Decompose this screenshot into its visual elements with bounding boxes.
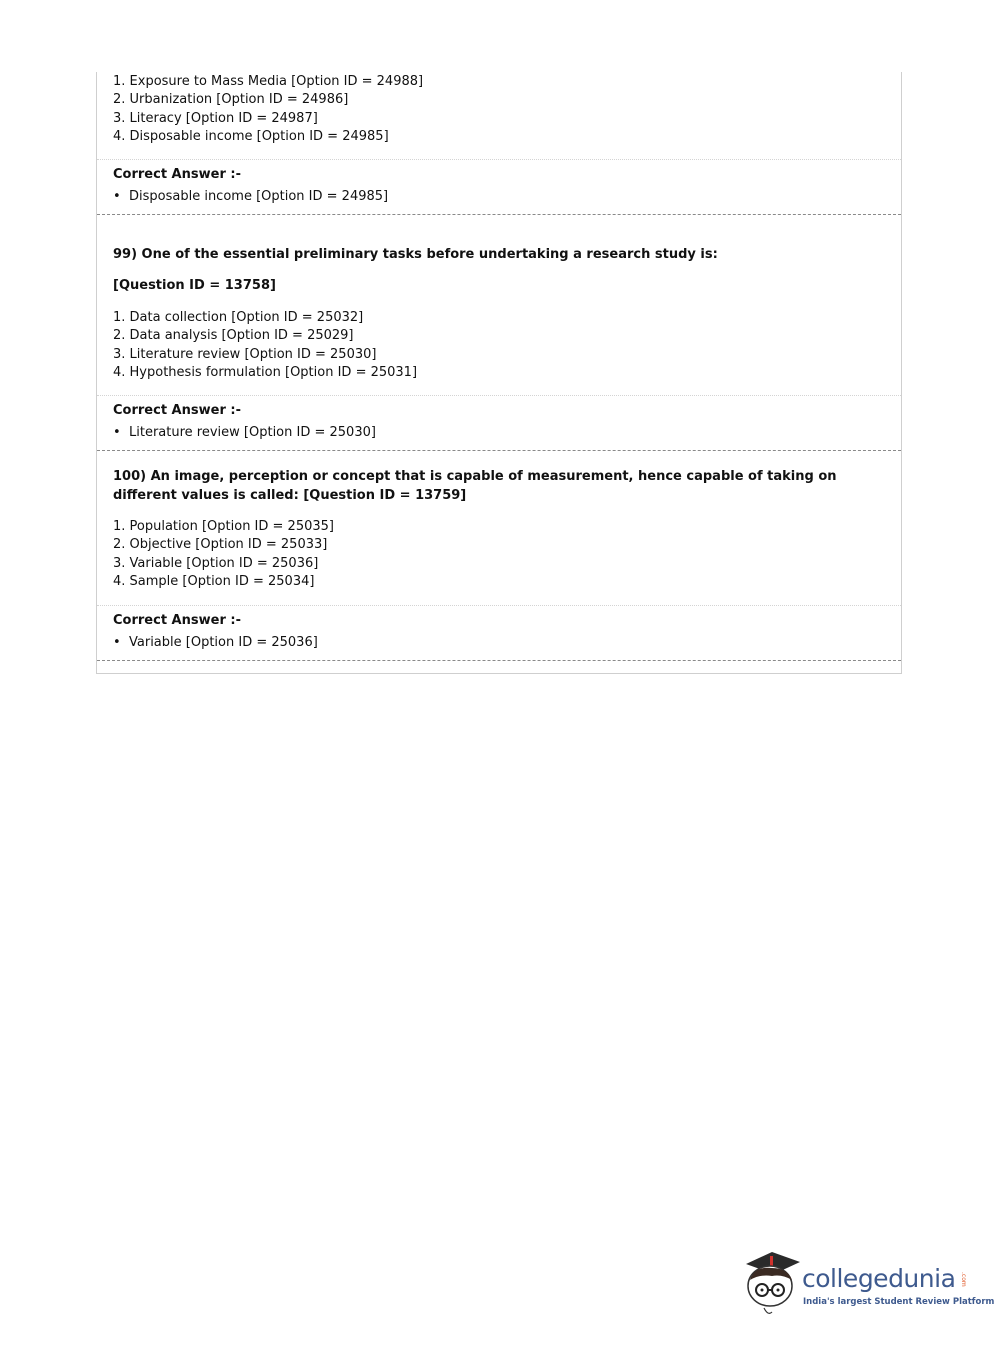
option-3: 3. Literature review [Option ID = 25030]	[113, 347, 377, 362]
logo-tagline: India's largest Student Review Platform	[803, 1297, 995, 1307]
bullet-icon: •	[113, 425, 121, 440]
correct-answer-text: Variable [Option ID = 25036]	[129, 635, 318, 650]
option-4: 4. Hypothesis formulation [Option ID = 25031]	[113, 365, 418, 380]
option-2: 2. Objective [Option ID = 25033]	[113, 537, 328, 552]
option-1: 1. Exposure to Mass Media [Option ID = 24988]	[113, 74, 424, 89]
question-separator	[97, 450, 901, 451]
divider	[97, 159, 901, 160]
option-4: 4. Sample [Option ID = 25034]	[113, 574, 315, 589]
option-3: 3. Variable [Option ID = 25036]	[113, 556, 319, 571]
option-2: 2. Data analysis [Option ID = 25029]	[113, 328, 354, 343]
option-1: 1. Data collection [Option ID = 25032]	[113, 310, 364, 325]
question-99-text: 99) One of the essential preliminary tasks before undertaking a research study is:	[113, 247, 718, 262]
question-99-id: [Question ID = 13758]	[113, 278, 276, 293]
question-separator	[97, 214, 901, 215]
divider	[97, 395, 901, 396]
logo-dotcom: .com	[960, 1272, 967, 1287]
option-1: 1. Population [Option ID = 25035]	[113, 519, 334, 534]
divider	[97, 605, 901, 606]
bullet-icon: •	[113, 189, 121, 204]
logo-wordmark: collegedunia	[802, 1264, 956, 1293]
correct-answer-label: Correct Answer :-	[113, 167, 241, 182]
correct-answer-text: Disposable income [Option ID = 24985]	[129, 189, 389, 204]
option-3: 3. Literacy [Option ID = 24987]	[113, 111, 318, 126]
bullet-icon: •	[113, 635, 121, 650]
question-100-text: 100) An image, perception or concept that is capable of measurement, hence capable of taking on different values is called: [Question ID = 13759]	[113, 469, 837, 503]
option-4: 4. Disposable income [Option ID = 24985]	[113, 129, 389, 144]
correct-answer-label: Correct Answer :-	[113, 613, 241, 628]
question-separator	[97, 660, 901, 661]
option-2: 2. Urbanization [Option ID = 24986]	[113, 92, 349, 107]
correct-answer-text: Literature review [Option ID = 25030]	[129, 425, 376, 440]
correct-answer-label: Correct Answer :-	[113, 403, 241, 418]
